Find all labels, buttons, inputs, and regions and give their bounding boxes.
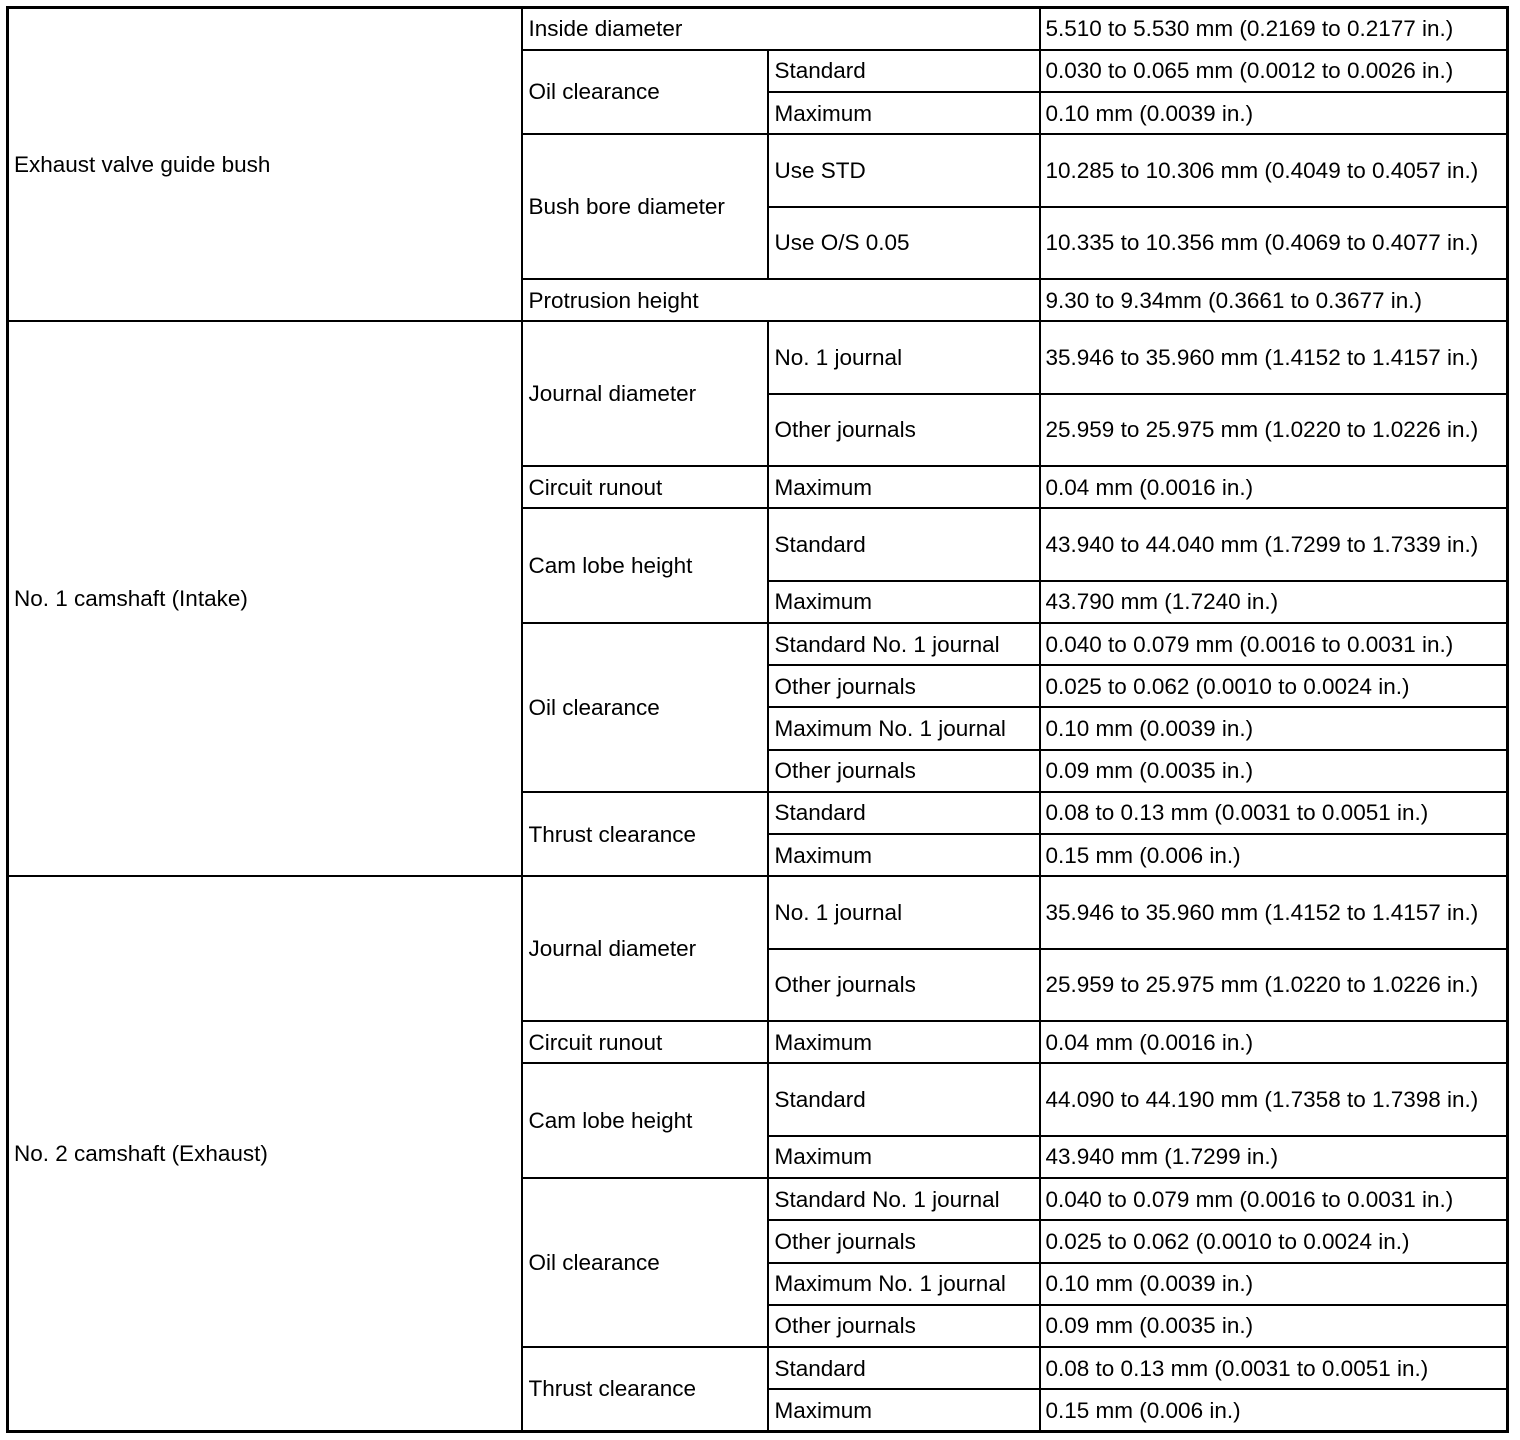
condition-cell: Maximum No. 1 journal [768,707,1040,749]
item-cell: Cam lobe height [522,508,768,623]
component-cell: No. 2 camshaft (Exhaust) [8,876,522,1431]
condition-cell: No. 1 journal [768,321,1040,393]
spec-table [6,6,1509,1433]
component-cell: No. 1 camshaft (Intake) [8,321,522,876]
condition-cell: Other journals [768,665,1040,707]
condition-cell: Maximum [768,1389,1040,1431]
component-cell: Exhaust valve guide bush [8,8,522,322]
item-cell: Circuit runout [522,1021,768,1063]
condition-cell: Other journals [768,394,1040,466]
value-cell: 10.335 to 10.356 mm (0.4069 to 0.4077 in.) [1040,207,1508,279]
value-cell: 35.946 to 35.960 mm (1.4152 to 1.4157 in.) [1040,321,1508,393]
value-cell: 0.09 mm (0.0035 in.) [1040,750,1508,792]
value-cell: 0.040 to 0.079 mm (0.0016 to 0.0031 in.) [1040,623,1508,665]
value-cell: 0.10 mm (0.0039 in.) [1040,707,1508,749]
condition-cell: Standard No. 1 journal [768,1178,1040,1220]
value-cell: 5.510 to 5.530 mm (0.2169 to 0.2177 in.) [1040,8,1508,50]
item-cell: Inside diameter [522,8,1040,50]
value-cell: 0.04 mm (0.0016 in.) [1040,466,1508,508]
condition-cell: Other journals [768,1220,1040,1262]
condition-cell: Maximum [768,581,1040,623]
item-cell: Journal diameter [522,321,768,466]
item-cell: Thrust clearance [522,792,768,876]
value-cell: 0.040 to 0.079 mm (0.0016 to 0.0031 in.) [1040,1178,1508,1220]
condition-cell: Maximum [768,466,1040,508]
value-cell: 0.15 mm (0.006 in.) [1040,834,1508,876]
item-cell: Oil clearance [522,50,768,134]
item-cell: Cam lobe height [522,1063,768,1178]
condition-cell: Maximum No. 1 journal [768,1263,1040,1305]
value-cell: 0.025 to 0.062 (0.0010 to 0.0024 in.) [1040,665,1508,707]
condition-cell: Standard No. 1 journal [768,623,1040,665]
value-cell: 43.940 mm (1.7299 in.) [1040,1136,1508,1178]
value-cell: 0.10 mm (0.0039 in.) [1040,92,1508,134]
condition-cell: Maximum [768,1136,1040,1178]
table-row [8,8,1508,50]
condition-cell: Maximum [768,834,1040,876]
value-cell: 0.025 to 0.062 (0.0010 to 0.0024 in.) [1040,1220,1508,1262]
condition-cell: Standard [768,50,1040,92]
value-cell: 25.959 to 25.975 mm (1.0220 to 1.0226 in.) [1040,394,1508,466]
item-cell: Thrust clearance [522,1347,768,1432]
value-cell: 0.08 to 0.13 mm (0.0031 to 0.0051 in.) [1040,1347,1508,1389]
value-cell: 25.959 to 25.975 mm (1.0220 to 1.0226 in.) [1040,949,1508,1021]
table-row [8,321,1508,393]
condition-cell: Standard [768,792,1040,834]
item-cell: Journal diameter [522,876,768,1021]
condition-cell: Use O/S 0.05 [768,207,1040,279]
value-cell: 35.946 to 35.960 mm (1.4152 to 1.4157 in.) [1040,876,1508,948]
condition-cell: Standard [768,1063,1040,1135]
condition-cell: Use STD [768,134,1040,206]
condition-cell: Standard [768,508,1040,580]
item-cell: Oil clearance [522,1178,768,1347]
value-cell: 44.090 to 44.190 mm (1.7358 to 1.7398 in.) [1040,1063,1508,1135]
condition-cell: Maximum [768,1021,1040,1063]
value-cell: 43.940 to 44.040 mm (1.7299 to 1.7339 in.) [1040,508,1508,580]
condition-cell: Maximum [768,92,1040,134]
value-cell: 0.10 mm (0.0039 in.) [1040,1263,1508,1305]
item-cell: Oil clearance [522,623,768,792]
value-cell: 9.30 to 9.34mm (0.3661 to 0.3677 in.) [1040,279,1508,321]
value-cell: 0.09 mm (0.0035 in.) [1040,1305,1508,1347]
item-cell: Bush bore diameter [522,134,768,279]
table-row [8,876,1508,948]
value-cell: 43.790 mm (1.7240 in.) [1040,581,1508,623]
value-cell: 0.030 to 0.065 mm (0.0012 to 0.0026 in.) [1040,50,1508,92]
value-cell: 10.285 to 10.306 mm (0.4049 to 0.4057 in.) [1040,134,1508,206]
condition-cell: No. 1 journal [768,876,1040,948]
item-cell: Protrusion height [522,279,1040,321]
item-cell: Circuit runout [522,466,768,508]
value-cell: 0.08 to 0.13 mm (0.0031 to 0.0051 in.) [1040,792,1508,834]
value-cell: 0.15 mm (0.006 in.) [1040,1389,1508,1431]
condition-cell: Other journals [768,1305,1040,1347]
condition-cell: Standard [768,1347,1040,1389]
condition-cell: Other journals [768,949,1040,1021]
value-cell: 0.04 mm (0.0016 in.) [1040,1021,1508,1063]
condition-cell: Other journals [768,750,1040,792]
